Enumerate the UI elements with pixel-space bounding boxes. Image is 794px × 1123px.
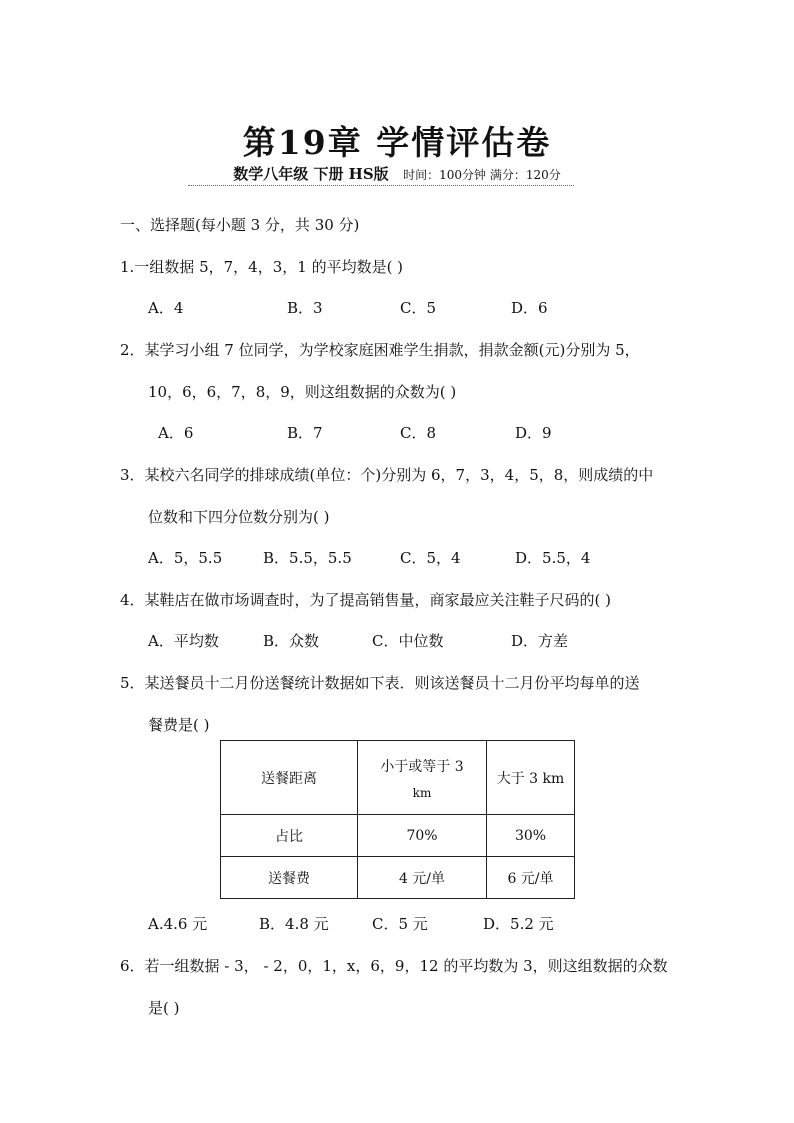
q5-option-c: C．5 元 (372, 915, 428, 933)
page-title: 第19章 学情评估卷 (242, 123, 552, 162)
question-4: 4．某鞋店在做市场调查时，为了提高销售量，商家最应关注鞋子尺码的( ) (120, 591, 612, 609)
table-cell: 送餐费 (221, 857, 358, 899)
subtitle-main: 数学八年级 下册 HS版 (233, 165, 389, 183)
q1-option-c: C．5 (400, 299, 437, 317)
section-heading: 一、选择题(每小题 3 分，共 30 分) (120, 216, 360, 234)
q5-option-d: D．5.2 元 (483, 915, 554, 933)
table-cell: 占比 (221, 815, 358, 857)
q2-option-b: B．7 (287, 424, 323, 442)
table-cell: 送餐距离 (221, 741, 358, 815)
question-6-line-1: 6．若一组数据 - 3， - 2，0，1，x，6，9，12 的平均数为 3，则这组数据的众数 (120, 957, 668, 975)
table-cell: 30% (487, 815, 575, 857)
q3-option-c: C．5，4 (400, 549, 461, 567)
title-divider (188, 185, 574, 186)
cell-text: 小于或等于 3 (380, 758, 464, 775)
table-row (221, 741, 575, 815)
question-5-line-2: 餐费是( ) (148, 716, 210, 734)
q1-option-a: A．4 (148, 299, 184, 317)
table-cell: 大于 3 km (487, 741, 575, 815)
q3-option-b: B．5.5，5.5 (263, 549, 352, 567)
q4-option-d: D．方差 (511, 632, 569, 650)
q4-option-b: B．众数 (263, 632, 320, 650)
question-3-line-1: 3．某校六名同学的排球成绩(单位：个)分别为 6，7，3，4，5，8，则成绩的中 (120, 466, 654, 484)
table-cell: 70% (358, 815, 487, 857)
subtitle-meta: 时间：100分钟 满分：120分 (403, 168, 561, 182)
q5-option-a: A.4.6 元 (148, 915, 208, 933)
q5-option-b: B．4.8 元 (259, 915, 329, 933)
q2-option-a: A．6 (158, 424, 194, 442)
question-2-line-1: 2．某学习小组 7 位同学，为学校家庭困难学生捐款，捐款金额(元)分别为 5， (120, 341, 640, 359)
q2-option-c: C．8 (400, 424, 437, 442)
table-cell: 4 元/单 (358, 857, 487, 899)
table-row (221, 857, 575, 899)
table-cell: 6 元/单 (487, 857, 575, 899)
table-row (221, 815, 575, 857)
q4-option-c: C．中位数 (372, 632, 444, 650)
q4-option-a: A．平均数 (148, 632, 219, 650)
question-5-line-1: 5．某送餐员十二月份送餐统计数据如下表．则该送餐员十二月份平均每单的送 (120, 674, 640, 692)
question-6-line-2: 是( ) (148, 999, 180, 1017)
table-cell (358, 741, 487, 815)
q3-option-d: D．5.5，4 (515, 549, 591, 567)
page-subtitle (0, 163, 794, 184)
q2-option-d: D．9 (515, 424, 552, 442)
cell-unit: km (412, 785, 432, 800)
delivery-fee-table (220, 740, 575, 899)
question-2-line-2: 10，6，6，7，8，9，则这组数据的众数为( ) (148, 383, 457, 401)
question-1: 1.一组数据 5，7，4，3，1 的平均数是( ) (120, 258, 404, 276)
question-3-line-2: 位数和下四分位数分别为( ) (148, 508, 330, 526)
q1-option-b: B．3 (287, 299, 323, 317)
q3-option-a: A．5，5.5 (148, 549, 223, 567)
q1-option-d: D．6 (511, 299, 548, 317)
